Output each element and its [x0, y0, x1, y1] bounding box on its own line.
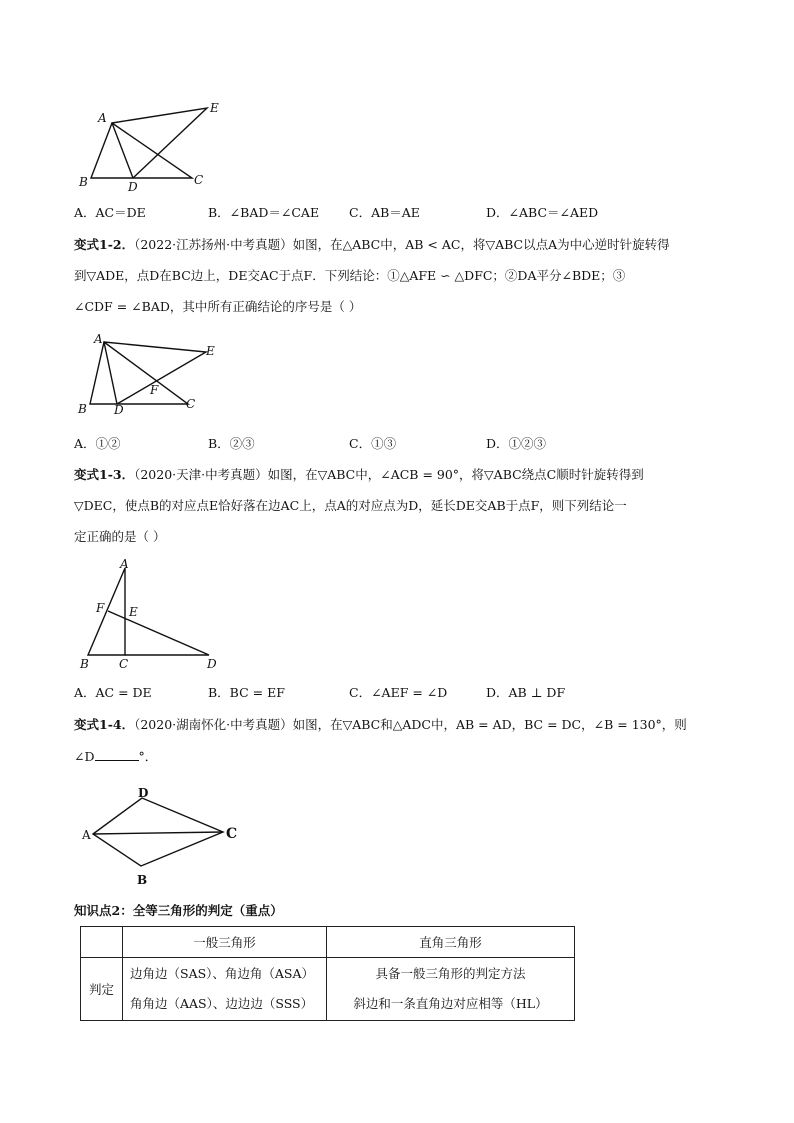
kp2-right-cell	[327, 958, 575, 1021]
q4-line-2	[74, 746, 157, 767]
q4-label: 变式1-4．	[74, 717, 135, 732]
fig2-label-b: B	[78, 402, 87, 416]
q4-line-1	[74, 715, 687, 735]
q3-option-d[interactable]: D．AB ⊥ DF	[486, 685, 566, 700]
fig4-label-d: D	[138, 786, 149, 800]
q2-line-3: ∠CDF = ∠BAD，其中所有正确结论的序号是（ ）	[74, 299, 362, 314]
q3-option-c[interactable]: C．∠AEF = ∠D	[349, 685, 448, 700]
figure-4	[80, 780, 250, 890]
kp2-right-line-1: 具备一般三角形的判定方法	[375, 966, 526, 981]
fig1-label-c: C	[194, 173, 204, 187]
q3-option-a[interactable]: A．AC = DE	[74, 685, 152, 700]
q3-line-2: ▽DEC，使点B的对应点E恰好落在边AC上，点A的对应点为D，延长DE交AB于点F，则下列结论一	[74, 498, 627, 513]
q4-answer-blank[interactable]	[95, 746, 139, 761]
fig4-label-a: A	[82, 828, 91, 842]
kp2-title: 知识点2：全等三角形的判定（重点）	[74, 903, 283, 918]
fig2-label-c: C	[186, 397, 196, 411]
fig3-label-c: C	[119, 657, 129, 671]
fig2-label-e: E	[206, 344, 215, 358]
fig1-label-d: D	[128, 180, 138, 194]
segment-ad-2	[104, 342, 117, 404]
q4-text-1: （2020·湖南怀化·中考真题）如图，在▽ABC和△ADC中，AB = AD，BC = DC，∠B = 130°，则	[134, 717, 687, 732]
q1-option-c[interactable]: C．AB＝AE	[349, 205, 420, 220]
triangle-abc-2	[90, 342, 188, 404]
kp2-corner-cell	[81, 927, 123, 958]
kp2-header-general: 一般三角形	[123, 927, 327, 958]
triangle-ade	[112, 108, 207, 178]
kp2-general-line-1: 边角边（SAS）、角边角（ASA）	[130, 966, 315, 981]
q3-line-3: 定正确的是（ ）	[74, 529, 166, 544]
kp2-right-line-2: 斜边和一条直角边对应相等（HL）	[353, 996, 548, 1011]
triangle-abc-3	[88, 568, 125, 655]
fig3-label-a: A	[120, 558, 129, 571]
triangle-dec-3	[108, 611, 209, 655]
fig3-label-b: B	[80, 657, 89, 671]
fig2-label-a: A	[94, 332, 103, 346]
q4-degree: °．	[138, 749, 158, 764]
q2-option-d[interactable]: D．①②③	[486, 436, 547, 451]
fig2-label-f: F	[150, 383, 159, 397]
fig3-label-d: D	[207, 657, 217, 671]
figure-2	[76, 330, 236, 420]
q2-option-b[interactable]: B．②③	[208, 436, 255, 451]
kp2-criteria-row	[81, 958, 575, 1021]
fig4-label-c: C	[226, 826, 238, 842]
segment-ac	[93, 832, 223, 834]
q2-line-2: 到▽ADE，点D在BC边上，DE交AC于点F．下列结论：①△AFE ∽ △DFC；②DA平分∠BDE；③	[74, 268, 626, 283]
q2-option-c[interactable]: C．①③	[349, 436, 397, 451]
q3-label: 变式1-3．	[74, 467, 135, 482]
kp2-row-label: 判定	[81, 958, 123, 1021]
figure-3	[74, 558, 234, 673]
q4-angle-d: ∠D	[74, 749, 95, 764]
fig1-label-b: B	[79, 175, 88, 189]
q1-option-b[interactable]: B．∠BAD＝∠CAE	[208, 205, 320, 220]
fig1-label-e: E	[210, 101, 219, 115]
q2-label: 变式1-2．	[74, 237, 135, 252]
q3-option-b[interactable]: B．BC = EF	[208, 685, 285, 700]
q3-line-1	[74, 465, 644, 485]
fig3-label-e: E	[129, 605, 138, 619]
figure-1	[76, 96, 236, 196]
q2-text-1: （2022·江苏扬州·中考真题）如图，在△ABC中，AB < AC，将▽ABC以点A为中心逆时针旋转得	[134, 237, 670, 252]
q3-text-1: （2020·天津·中考真题）如图，在▽ABC中，∠ACB = 90°，将▽ABC绕点C顺时针旋转得到	[134, 467, 644, 482]
fig1-label-a: A	[98, 111, 107, 125]
kp2-header-right: 直角三角形	[327, 927, 575, 958]
kp2-general-line-2: 角角边（AAS）、边边边（SSS）	[130, 996, 314, 1011]
fig4-label-b: B	[137, 873, 148, 887]
kp2-general-cell	[123, 958, 327, 1021]
fig2-label-d: D	[114, 403, 124, 417]
segment-ad	[112, 123, 133, 178]
q1-option-a[interactable]: A．AC＝DE	[74, 205, 146, 220]
q1-option-d[interactable]: D．∠ABC＝∠AED	[486, 205, 599, 220]
kp2-header-row	[81, 927, 575, 958]
q2-line-1	[74, 235, 670, 255]
fig3-label-f: F	[96, 601, 105, 615]
q2-option-a[interactable]: A．①②	[74, 436, 121, 451]
kp2-table	[80, 926, 575, 1021]
